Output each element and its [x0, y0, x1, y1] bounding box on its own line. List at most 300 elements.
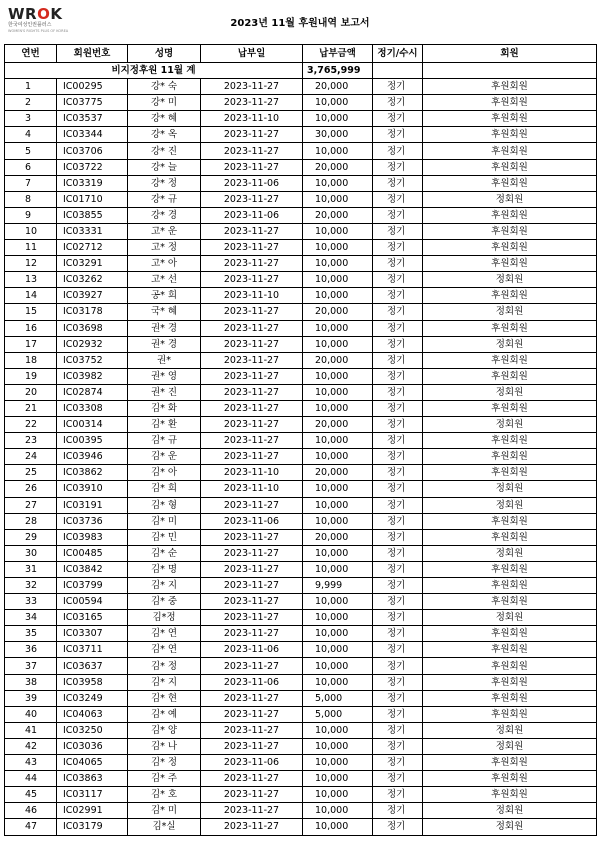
cell-type: 정기: [373, 79, 423, 95]
cell-serial: 32: [5, 578, 57, 594]
cell-member-type: 후원회원: [423, 368, 597, 384]
cell-serial: 21: [5, 400, 57, 416]
table-row: [5, 642, 597, 658]
cell-type: 정기: [373, 111, 423, 127]
cell-serial: 9: [5, 207, 57, 223]
cell-name: 김* 형: [128, 497, 201, 513]
cell-payment-date: 2023-11-27: [201, 690, 303, 706]
cell-name: 김* 지: [128, 674, 201, 690]
cell-member-type: 후원회원: [423, 465, 597, 481]
table-row: [5, 545, 597, 561]
cell-name: 강* 경: [128, 207, 201, 223]
cell-member-id: IC03855: [57, 207, 128, 223]
cell-payment-date: 2023-11-27: [201, 223, 303, 239]
cell-name: 고* 정: [128, 240, 201, 256]
cell-member-id: IC02991: [57, 803, 128, 819]
cell-member-id: IC00295: [57, 79, 128, 95]
cell-type: 정기: [373, 787, 423, 803]
cell-amount: 10,000: [303, 288, 373, 304]
cell-serial: 7: [5, 175, 57, 191]
cell-serial: 43: [5, 755, 57, 771]
cell-member-type: 후원회원: [423, 143, 597, 159]
cell-payment-date: 2023-11-27: [201, 95, 303, 111]
summary-empty-cell: [373, 63, 423, 79]
table-row: [5, 481, 597, 497]
cell-member-type: 정회원: [423, 610, 597, 626]
table-row: [5, 819, 597, 835]
cell-member-type: 후원회원: [423, 578, 597, 594]
cell-amount: 30,000: [303, 127, 373, 143]
cell-payment-date: 2023-11-27: [201, 256, 303, 272]
cell-member-id: IC02932: [57, 336, 128, 352]
cell-name: 김*실: [128, 819, 201, 835]
cell-member-id: IC03910: [57, 481, 128, 497]
cell-serial: 29: [5, 529, 57, 545]
table-row: [5, 256, 597, 272]
cell-member-id: IC03537: [57, 111, 128, 127]
cell-payment-date: 2023-11-06: [201, 513, 303, 529]
table-row: [5, 787, 597, 803]
cell-amount: 10,000: [303, 256, 373, 272]
cell-payment-date: 2023-11-06: [201, 207, 303, 223]
cell-payment-date: 2023-11-10: [201, 465, 303, 481]
cell-name: 김* 화: [128, 400, 201, 416]
cell-payment-date: 2023-11-27: [201, 787, 303, 803]
cell-name: 강* 숙: [128, 79, 201, 95]
cell-payment-date: 2023-11-27: [201, 545, 303, 561]
header-type: 정기/수시: [373, 45, 423, 63]
cell-amount: 10,000: [303, 191, 373, 207]
cell-payment-date: 2023-11-06: [201, 642, 303, 658]
cell-type: 정기: [373, 352, 423, 368]
cell-type: 정기: [373, 497, 423, 513]
cell-type: 정기: [373, 626, 423, 642]
cell-name: 김* 정: [128, 755, 201, 771]
cell-type: 정기: [373, 449, 423, 465]
cell-payment-date: 2023-11-27: [201, 368, 303, 384]
cell-member-id: IC00395: [57, 433, 128, 449]
table-row: [5, 240, 597, 256]
table-row: [5, 594, 597, 610]
cell-serial: 30: [5, 545, 57, 561]
cell-payment-date: 2023-11-27: [201, 803, 303, 819]
table-row: [5, 755, 597, 771]
cell-amount: 10,000: [303, 722, 373, 738]
cell-payment-date: 2023-11-27: [201, 497, 303, 513]
cell-serial: 40: [5, 706, 57, 722]
cell-payment-date: 2023-11-27: [201, 706, 303, 722]
cell-member-id: IC03331: [57, 223, 128, 239]
cell-serial: 22: [5, 417, 57, 433]
cell-amount: 10,000: [303, 610, 373, 626]
table-row: [5, 400, 597, 416]
cell-type: 정기: [373, 690, 423, 706]
cell-serial: 12: [5, 256, 57, 272]
cell-member-type: 후원회원: [423, 223, 597, 239]
cell-member-type: 후원회원: [423, 352, 597, 368]
cell-member-id: IC03711: [57, 642, 128, 658]
cell-name: 김* 환: [128, 417, 201, 433]
cell-amount: 10,000: [303, 143, 373, 159]
cell-name: 김* 주: [128, 771, 201, 787]
cell-member-type: 정회원: [423, 803, 597, 819]
cell-serial: 15: [5, 304, 57, 320]
cell-type: 정기: [373, 143, 423, 159]
cell-payment-date: 2023-11-27: [201, 417, 303, 433]
cell-amount: 20,000: [303, 207, 373, 223]
cell-type: 정기: [373, 417, 423, 433]
cell-payment-date: 2023-11-27: [201, 561, 303, 577]
cell-type: 정기: [373, 722, 423, 738]
table-row: [5, 626, 597, 642]
cell-type: 정기: [373, 561, 423, 577]
cell-member-id: IC03958: [57, 674, 128, 690]
cell-amount: 10,000: [303, 594, 373, 610]
cell-member-type: 후원회원: [423, 433, 597, 449]
cell-member-id: IC03178: [57, 304, 128, 320]
table-row: [5, 497, 597, 513]
cell-name: 강* 정: [128, 175, 201, 191]
cell-member-type: 정회원: [423, 497, 597, 513]
cell-payment-date: 2023-11-27: [201, 384, 303, 400]
cell-member-id: IC03307: [57, 626, 128, 642]
cell-serial: 28: [5, 513, 57, 529]
cell-amount: 20,000: [303, 304, 373, 320]
cell-type: 정기: [373, 610, 423, 626]
cell-serial: 8: [5, 191, 57, 207]
cell-name: 고* 선: [128, 272, 201, 288]
table-row: [5, 288, 597, 304]
cell-payment-date: 2023-11-27: [201, 304, 303, 320]
cell-type: 정기: [373, 642, 423, 658]
cell-type: 정기: [373, 304, 423, 320]
cell-amount: 10,000: [303, 497, 373, 513]
cell-type: 정기: [373, 159, 423, 175]
cell-payment-date: 2023-11-27: [201, 722, 303, 738]
cell-member-type: 정회원: [423, 191, 597, 207]
cell-member-id: IC00594: [57, 594, 128, 610]
cell-member-id: IC00314: [57, 417, 128, 433]
table-row: [5, 320, 597, 336]
cell-type: 정기: [373, 465, 423, 481]
cell-type: 정기: [373, 288, 423, 304]
cell-type: 정기: [373, 240, 423, 256]
cell-amount: 10,000: [303, 272, 373, 288]
cell-serial: 38: [5, 674, 57, 690]
table-row: [5, 223, 597, 239]
cell-type: 정기: [373, 578, 423, 594]
header-member-id: 회원번호: [57, 45, 128, 63]
table-row: [5, 127, 597, 143]
table-row: [5, 658, 597, 674]
cell-member-type: 후원회원: [423, 787, 597, 803]
cell-member-id: IC03842: [57, 561, 128, 577]
cell-amount: 5,000: [303, 690, 373, 706]
table-row: [5, 384, 597, 400]
summary-row: [5, 63, 597, 79]
cell-amount: 20,000: [303, 417, 373, 433]
cell-serial: 13: [5, 272, 57, 288]
cell-serial: 42: [5, 738, 57, 754]
cell-member-type: 후원회원: [423, 127, 597, 143]
table-row: [5, 207, 597, 223]
cell-name: 김* 양: [128, 722, 201, 738]
cell-amount: 10,000: [303, 433, 373, 449]
table-row: [5, 706, 597, 722]
cell-type: 정기: [373, 594, 423, 610]
cell-member-id: IC03344: [57, 127, 128, 143]
cell-member-type: 후원회원: [423, 256, 597, 272]
cell-serial: 47: [5, 819, 57, 835]
cell-type: 정기: [373, 207, 423, 223]
cell-member-type: 후원회원: [423, 594, 597, 610]
cell-payment-date: 2023-11-27: [201, 658, 303, 674]
cell-member-type: 후원회원: [423, 626, 597, 642]
cell-serial: 3: [5, 111, 57, 127]
cell-member-id: IC03722: [57, 159, 128, 175]
cell-amount: 10,000: [303, 561, 373, 577]
table-row: [5, 111, 597, 127]
cell-serial: 11: [5, 240, 57, 256]
cell-payment-date: 2023-11-10: [201, 481, 303, 497]
cell-amount: 10,000: [303, 449, 373, 465]
header-amount: 납부금액: [303, 45, 373, 63]
cell-payment-date: 2023-11-27: [201, 127, 303, 143]
logo-english-name: WOMEN'S RIGHTS PLUS OF KOREA: [8, 29, 69, 33]
cell-amount: 10,000: [303, 674, 373, 690]
cell-member-id: IC03863: [57, 771, 128, 787]
cell-type: 정기: [373, 529, 423, 545]
cell-member-type: 후원회원: [423, 288, 597, 304]
cell-name: 김* 운: [128, 449, 201, 465]
cell-member-type: 후원회원: [423, 658, 597, 674]
cell-member-type: 후원회원: [423, 642, 597, 658]
cell-amount: 10,000: [303, 336, 373, 352]
cell-type: 정기: [373, 272, 423, 288]
cell-member-type: 후원회원: [423, 175, 597, 191]
cell-type: 정기: [373, 384, 423, 400]
cell-serial: 2: [5, 95, 57, 111]
cell-member-id: IC03799: [57, 578, 128, 594]
cell-member-type: 후원회원: [423, 449, 597, 465]
cell-member-id: IC03249: [57, 690, 128, 706]
cell-type: 정기: [373, 223, 423, 239]
cell-payment-date: 2023-11-27: [201, 738, 303, 754]
cell-amount: 10,000: [303, 223, 373, 239]
cell-member-type: 후원회원: [423, 159, 597, 175]
cell-serial: 27: [5, 497, 57, 513]
cell-amount: 10,000: [303, 384, 373, 400]
cell-member-id: IC03982: [57, 368, 128, 384]
table-row: [5, 191, 597, 207]
table-row: [5, 513, 597, 529]
table-row: [5, 352, 597, 368]
cell-member-id: IC03862: [57, 465, 128, 481]
cell-type: 정기: [373, 175, 423, 191]
table-row: [5, 336, 597, 352]
cell-name: 강* 옥: [128, 127, 201, 143]
cell-member-type: 후원회원: [423, 529, 597, 545]
table-row: [5, 803, 597, 819]
cell-serial: 23: [5, 433, 57, 449]
header-serial: 연번: [5, 45, 57, 63]
cell-member-id: IC03165: [57, 610, 128, 626]
cell-type: 정기: [373, 755, 423, 771]
cell-payment-date: 2023-11-27: [201, 433, 303, 449]
cell-serial: 35: [5, 626, 57, 642]
cell-member-id: IC00485: [57, 545, 128, 561]
cell-amount: 10,000: [303, 738, 373, 754]
table-row: [5, 578, 597, 594]
cell-member-id: IC03319: [57, 175, 128, 191]
cell-name: 김* 연: [128, 642, 201, 658]
cell-serial: 31: [5, 561, 57, 577]
cell-name: 국* 혜: [128, 304, 201, 320]
cell-name: 김* 지: [128, 578, 201, 594]
cell-type: 정기: [373, 336, 423, 352]
cell-serial: 33: [5, 594, 57, 610]
cell-payment-date: 2023-11-27: [201, 191, 303, 207]
cell-member-type: 정회원: [423, 384, 597, 400]
cell-name: 강* 혜: [128, 111, 201, 127]
cell-member-type: 정회원: [423, 722, 597, 738]
cell-serial: 16: [5, 320, 57, 336]
cell-name: 김* 순: [128, 545, 201, 561]
cell-serial: 25: [5, 465, 57, 481]
cell-member-type: 정회원: [423, 738, 597, 754]
cell-member-id: IC03752: [57, 352, 128, 368]
cell-member-type: 후원회원: [423, 771, 597, 787]
cell-name: 공* 희: [128, 288, 201, 304]
cell-type: 정기: [373, 513, 423, 529]
cell-type: 정기: [373, 771, 423, 787]
table-header-row: [5, 45, 597, 63]
cell-type: 정기: [373, 658, 423, 674]
cell-member-id: IC03291: [57, 256, 128, 272]
cell-member-type: 정회원: [423, 481, 597, 497]
cell-amount: 10,000: [303, 513, 373, 529]
cell-member-type: 정회원: [423, 545, 597, 561]
header-member-type: 회원: [423, 45, 597, 63]
table-row: [5, 272, 597, 288]
cell-member-type: 정회원: [423, 272, 597, 288]
header-payment-date: 납부일: [201, 45, 303, 63]
cell-member-id: IC02874: [57, 384, 128, 400]
cell-serial: 1: [5, 79, 57, 95]
cell-name: 김* 예: [128, 706, 201, 722]
cell-member-type: 후원회원: [423, 95, 597, 111]
cell-payment-date: 2023-11-27: [201, 449, 303, 465]
cell-member-id: IC04063: [57, 706, 128, 722]
cell-serial: 18: [5, 352, 57, 368]
table-row: [5, 561, 597, 577]
cell-name: 김* 중: [128, 594, 201, 610]
cell-type: 정기: [373, 191, 423, 207]
cell-amount: 10,000: [303, 658, 373, 674]
cell-member-type: 정회원: [423, 336, 597, 352]
cell-type: 정기: [373, 95, 423, 111]
cell-member-type: 정회원: [423, 304, 597, 320]
table-row: [5, 465, 597, 481]
cell-payment-date: 2023-11-10: [201, 111, 303, 127]
cell-member-id: IC03637: [57, 658, 128, 674]
cell-amount: 10,000: [303, 175, 373, 191]
cell-amount: 5,000: [303, 706, 373, 722]
cell-payment-date: 2023-11-27: [201, 594, 303, 610]
cell-payment-date: 2023-11-27: [201, 143, 303, 159]
cell-amount: 9,999: [303, 578, 373, 594]
summary-empty-cell: [423, 63, 597, 79]
cell-payment-date: 2023-11-27: [201, 400, 303, 416]
cell-amount: 10,000: [303, 787, 373, 803]
table-row: [5, 449, 597, 465]
logo-wordmark: WROK: [8, 5, 63, 23]
header-name: 성명: [128, 45, 201, 63]
cell-member-id: IC03262: [57, 272, 128, 288]
cell-member-type: 후원회원: [423, 320, 597, 336]
cell-member-id: IC03775: [57, 95, 128, 111]
cell-amount: 10,000: [303, 481, 373, 497]
cell-member-type: 후원회원: [423, 561, 597, 577]
cell-member-type: 정회원: [423, 417, 597, 433]
cell-serial: 39: [5, 690, 57, 706]
cell-name: 김* 민: [128, 529, 201, 545]
table-row: [5, 529, 597, 545]
cell-payment-date: 2023-11-27: [201, 352, 303, 368]
cell-serial: 20: [5, 384, 57, 400]
table-row: [5, 722, 597, 738]
cell-serial: 26: [5, 481, 57, 497]
cell-name: 강* 규: [128, 191, 201, 207]
cell-name: 김* 희: [128, 481, 201, 497]
table-row: [5, 417, 597, 433]
cell-payment-date: 2023-11-27: [201, 610, 303, 626]
cell-payment-date: 2023-11-06: [201, 674, 303, 690]
cell-member-id: IC03983: [57, 529, 128, 545]
cell-name: 고* 아: [128, 256, 201, 272]
table-row: [5, 368, 597, 384]
table-row: [5, 610, 597, 626]
cell-type: 정기: [373, 803, 423, 819]
cell-type: 정기: [373, 127, 423, 143]
cell-amount: 20,000: [303, 159, 373, 175]
table-row: [5, 690, 597, 706]
cell-member-id: IC03946: [57, 449, 128, 465]
cell-member-type: 후원회원: [423, 207, 597, 223]
cell-member-id: IC02712: [57, 240, 128, 256]
cell-name: 권* 진: [128, 384, 201, 400]
cell-serial: 14: [5, 288, 57, 304]
cell-member-type: 후원회원: [423, 79, 597, 95]
cell-type: 정기: [373, 819, 423, 835]
cell-member-id: IC03036: [57, 738, 128, 754]
cell-type: 정기: [373, 433, 423, 449]
cell-serial: 45: [5, 787, 57, 803]
cell-name: 김* 미: [128, 513, 201, 529]
table-row: [5, 143, 597, 159]
cell-serial: 4: [5, 127, 57, 143]
cell-payment-date: 2023-11-27: [201, 578, 303, 594]
cell-payment-date: 2023-11-27: [201, 79, 303, 95]
cell-member-id: IC04065: [57, 755, 128, 771]
cell-payment-date: 2023-11-10: [201, 288, 303, 304]
cell-amount: 20,000: [303, 352, 373, 368]
cell-member-id: IC03698: [57, 320, 128, 336]
cell-member-id: IC03736: [57, 513, 128, 529]
cell-name: 김* 나: [128, 738, 201, 754]
cell-serial: 36: [5, 642, 57, 658]
cell-amount: 10,000: [303, 111, 373, 127]
